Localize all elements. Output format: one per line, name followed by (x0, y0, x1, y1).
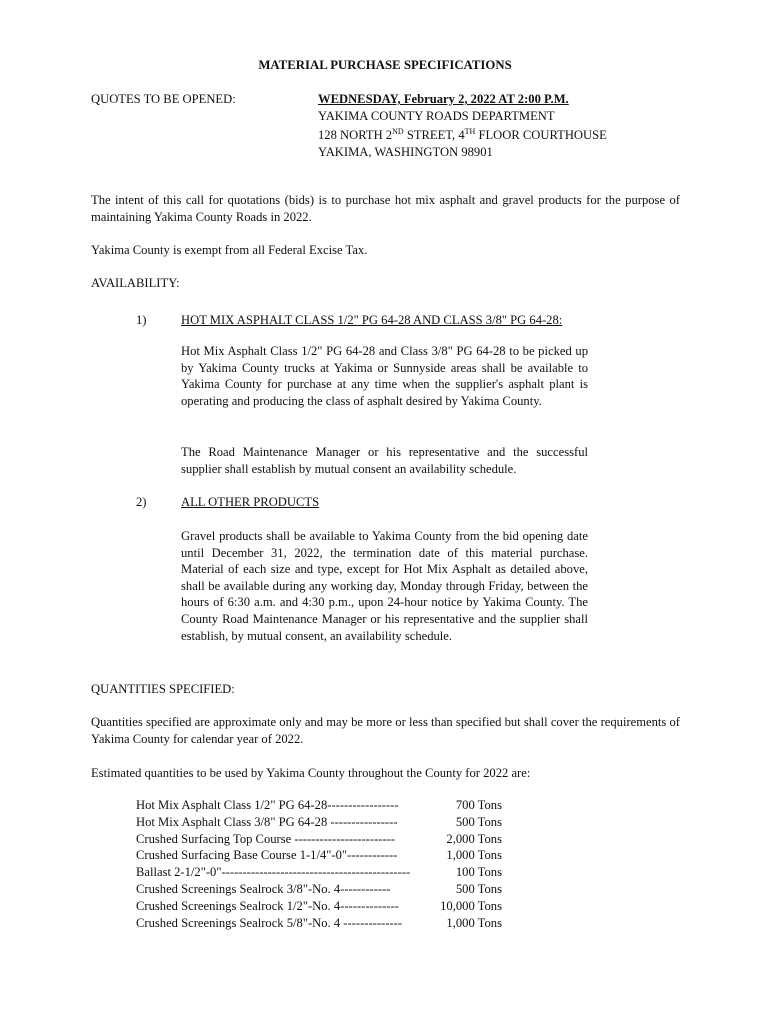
item-description: Crushed Screenings Sealrock 1/2"-No. 4-------------- (136, 898, 399, 913)
item-amount: 2,000 Tons (446, 831, 502, 846)
quotes-label: QUOTES TO BE OPENED: (91, 92, 236, 106)
quotes-date: WEDNESDAY, February 2, 2022 AT 2:00 P.M. (318, 92, 569, 106)
item-amount: 1,000 Tons (446, 848, 502, 863)
list-item (136, 915, 516, 932)
list-item (136, 814, 516, 831)
list-item (136, 831, 516, 848)
item-description: Crushed Screenings Sealrock 3/8"-No. 4------------ (136, 881, 391, 896)
item-amount: 500 Tons (455, 881, 502, 896)
address-part-2: STREET, 4 (403, 128, 465, 143)
item-amount: 1,000 Tons (446, 915, 502, 930)
item-number-2: 2) (136, 495, 147, 509)
item-number-1: 1) (136, 313, 147, 327)
quantities-list (136, 797, 516, 931)
hot-mix-paragraph: Hot Mix Asphalt Class 1/2" PG 64-28 and Class 3/8" PG 64-28 to be picked up by Yakima County trucks at Yakima or Sunnyside areas shall be available to Yakima County for purchase at any time when the supplier's asphalt plant is operating and producing the class of asphalt desired by Yakima County. (181, 344, 588, 408)
address-superscript-2: TH (464, 127, 476, 137)
quantities-paragraph: Quantities specified are approximate only and may be more or less than specified but shall cover the requirements of Yakima County for calendar year of 2022. (91, 715, 680, 746)
item-description: Crushed Surfacing Top Course ------------------------ (136, 831, 396, 846)
quotes-city: YAKIMA, WASHINGTON 98901 (318, 144, 493, 159)
item-heading-hot-mix: HOT MIX ASPHALT CLASS 1/2" PG 64-28 AND CLASS 3/8" PG 64-28: (181, 313, 563, 327)
item-amount: 700 Tons (455, 798, 502, 812)
quotes-details (318, 91, 698, 161)
quotes-department: YAKIMA COUNTY ROADS DEPARTMENT (318, 108, 555, 123)
estimate-paragraph: Estimated quantities to be used by Yakima County throughout the County for 2022 are: (91, 766, 531, 780)
item-description: Crushed Screenings Sealrock 5/8"-No. 4 -------------- (136, 915, 403, 930)
address-part-3: FLOOR COURTHOUSE (475, 128, 607, 143)
item-description: Hot Mix Asphalt Class 3/8" PG 64-28 ---------------- (136, 814, 398, 829)
list-item (136, 864, 516, 881)
quantities-heading: QUANTITIES SPECIFIED: (91, 682, 235, 696)
item-description: Ballast 2-1/2"-0"--------------------------------------------- (136, 865, 411, 880)
list-item (136, 881, 516, 898)
document-title: MATERIAL PURCHASE SPECIFICATIONS (258, 58, 512, 72)
schedule-paragraph: The Road Maintenance Manager or his representative and the successful supplier shall establish by mutual consent an availability schedule. (181, 445, 588, 476)
gravel-paragraph: Gravel products shall be available to Yakima County from the bid opening date until December 31, 2022, the termination date of this material purchase. Material of each size and type, except for Hot Mix Asphalt as detailed above, shall be available during any working day, Monday through Friday, between the hours of 6:30 a.m. and 4:30 p.m., upon 24-hour notice by Yakima County. The County Road Maintenance Manager or his representative and the supplier shall establish, by mutual consent, an availability schedule. (181, 529, 588, 643)
list-item (136, 797, 516, 814)
quotes-address (318, 124, 698, 144)
item-description: Hot Mix Asphalt Class 1/2" PG 64-28----------------- (136, 798, 399, 812)
item-amount: 10,000 Tons (440, 898, 502, 913)
item-amount: 100 Tons (455, 865, 502, 880)
intent-paragraph: The intent of this call for quotations (bids) is to purchase hot mix asphalt and gravel products for the purpose of maintaining Yakima County Roads in 2022. (91, 193, 680, 224)
address-part-1: 128 NORTH 2 (318, 128, 393, 143)
availability-heading: AVAILABILITY: (91, 276, 180, 290)
item-description: Crushed Surfacing Base Course 1-1/4"-0"------------ (136, 848, 398, 863)
address-superscript-1: ND (392, 127, 404, 137)
exempt-paragraph: Yakima County is exempt from all Federal Excise Tax. (91, 243, 368, 257)
list-item (136, 847, 516, 864)
item-amount: 500 Tons (455, 814, 502, 829)
item-heading-other-products: ALL OTHER PRODUCTS (181, 495, 320, 509)
list-item (136, 898, 516, 915)
